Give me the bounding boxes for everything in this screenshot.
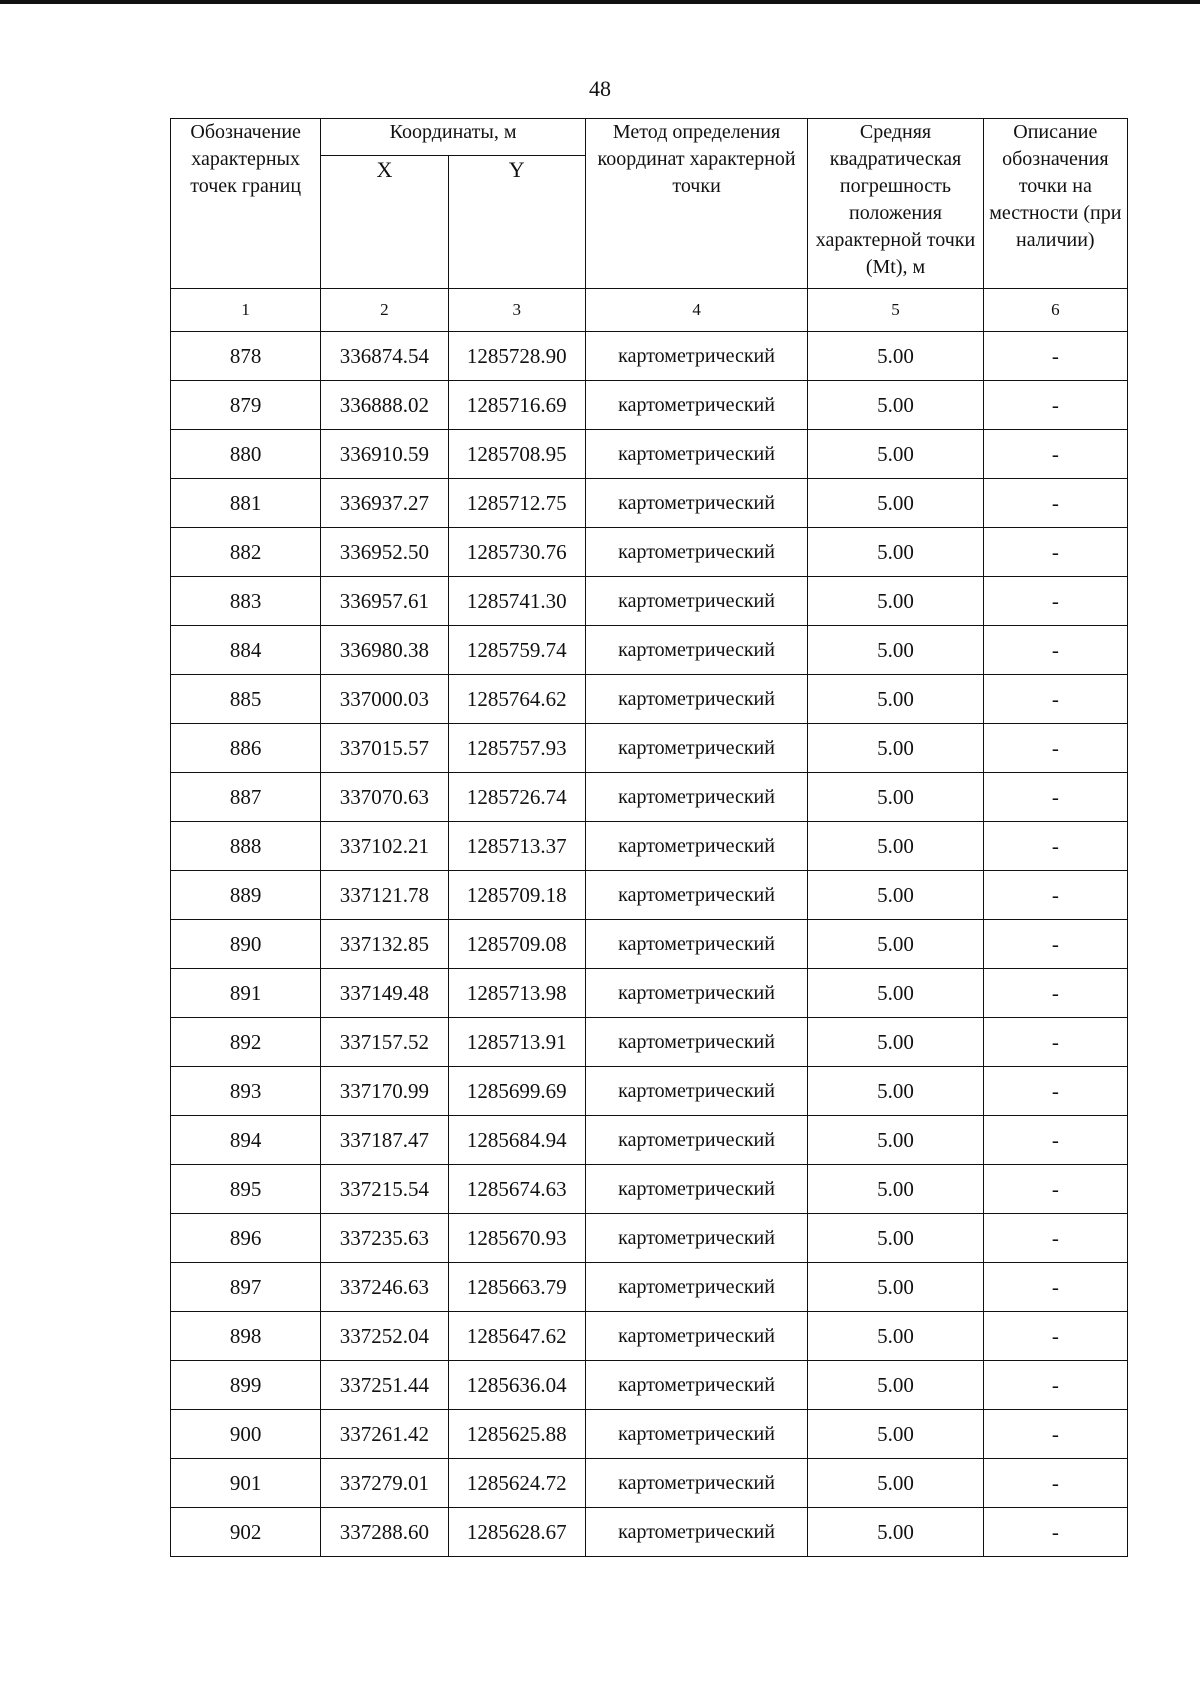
- point-cell: 891: [171, 969, 321, 1018]
- y-cell: 1285708.95: [448, 430, 585, 479]
- table-row: [171, 1263, 1128, 1312]
- y-cell: 1285757.93: [448, 724, 585, 773]
- x-cell: 337187.47: [321, 1116, 448, 1165]
- point-cell: 878: [171, 332, 321, 381]
- page-number: 48: [589, 76, 611, 101]
- header-method: Метод определения координат характерной точки: [585, 119, 807, 289]
- point-cell: 880: [171, 430, 321, 479]
- method-cell: картометрический: [585, 675, 807, 724]
- method-cell: картометрический: [585, 381, 807, 430]
- point-cell: 902: [171, 1508, 321, 1557]
- header-y: Y: [448, 156, 585, 289]
- table-row: [171, 1018, 1128, 1067]
- method-cell: картометрический: [585, 1165, 807, 1214]
- x-cell: 336888.02: [321, 381, 448, 430]
- point-cell: 888: [171, 822, 321, 871]
- description-cell: -: [983, 1116, 1127, 1165]
- y-cell: 1285709.08: [448, 920, 585, 969]
- y-cell: 1285741.30: [448, 577, 585, 626]
- y-cell: 1285716.69: [448, 381, 585, 430]
- x-cell: 337102.21: [321, 822, 448, 871]
- description-cell: -: [983, 332, 1127, 381]
- table-row: [171, 1165, 1128, 1214]
- column-number: 5: [808, 289, 983, 332]
- y-cell: 1285713.98: [448, 969, 585, 1018]
- error-cell: 5.00: [808, 871, 983, 920]
- error-cell: 5.00: [808, 969, 983, 1018]
- column-number: 2: [321, 289, 448, 332]
- y-cell: 1285674.63: [448, 1165, 585, 1214]
- table-row: [171, 724, 1128, 773]
- x-cell: 337070.63: [321, 773, 448, 822]
- description-cell: -: [983, 1018, 1127, 1067]
- header-designation: Обозначение характерных точек границ: [171, 119, 321, 289]
- x-cell: 336937.27: [321, 479, 448, 528]
- method-cell: картометрический: [585, 1067, 807, 1116]
- error-cell: 5.00: [808, 920, 983, 969]
- method-cell: картометрический: [585, 1410, 807, 1459]
- description-cell: -: [983, 675, 1127, 724]
- table-row: [171, 969, 1128, 1018]
- x-cell: 337000.03: [321, 675, 448, 724]
- y-cell: 1285713.37: [448, 822, 585, 871]
- point-cell: 892: [171, 1018, 321, 1067]
- point-cell: 897: [171, 1263, 321, 1312]
- description-cell: -: [983, 1165, 1127, 1214]
- method-cell: картометрический: [585, 577, 807, 626]
- method-cell: картометрический: [585, 1312, 807, 1361]
- x-cell: 337121.78: [321, 871, 448, 920]
- x-cell: 337251.44: [321, 1361, 448, 1410]
- x-cell: 337157.52: [321, 1018, 448, 1067]
- error-cell: 5.00: [808, 1067, 983, 1116]
- error-cell: 5.00: [808, 1312, 983, 1361]
- point-cell: 885: [171, 675, 321, 724]
- description-cell: -: [983, 1312, 1127, 1361]
- point-cell: 883: [171, 577, 321, 626]
- method-cell: картометрический: [585, 1214, 807, 1263]
- description-cell: -: [983, 773, 1127, 822]
- top-rule: [0, 0, 1200, 4]
- x-cell: 337170.99: [321, 1067, 448, 1116]
- y-cell: 1285628.67: [448, 1508, 585, 1557]
- error-cell: 5.00: [808, 1459, 983, 1508]
- column-number: 6: [983, 289, 1127, 332]
- y-cell: 1285647.62: [448, 1312, 585, 1361]
- y-cell: 1285712.75: [448, 479, 585, 528]
- column-number: 1: [171, 289, 321, 332]
- point-cell: 886: [171, 724, 321, 773]
- x-cell: 337235.63: [321, 1214, 448, 1263]
- method-cell: картометрический: [585, 724, 807, 773]
- error-cell: 5.00: [808, 773, 983, 822]
- x-cell: 337246.63: [321, 1263, 448, 1312]
- point-cell: 887: [171, 773, 321, 822]
- description-cell: -: [983, 1214, 1127, 1263]
- method-cell: картометрический: [585, 773, 807, 822]
- y-cell: 1285730.76: [448, 528, 585, 577]
- description-cell: -: [983, 1067, 1127, 1116]
- y-cell: 1285713.91: [448, 1018, 585, 1067]
- table-row: [171, 675, 1128, 724]
- x-cell: 337261.42: [321, 1410, 448, 1459]
- column-number: 3: [448, 289, 585, 332]
- method-cell: картометрический: [585, 479, 807, 528]
- error-cell: 5.00: [808, 430, 983, 479]
- point-cell: 898: [171, 1312, 321, 1361]
- error-cell: 5.00: [808, 1165, 983, 1214]
- y-cell: 1285728.90: [448, 332, 585, 381]
- table-row: [171, 626, 1128, 675]
- description-cell: -: [983, 381, 1127, 430]
- table-row: [171, 773, 1128, 822]
- method-cell: картометрический: [585, 1508, 807, 1557]
- error-cell: 5.00: [808, 479, 983, 528]
- point-cell: 894: [171, 1116, 321, 1165]
- error-cell: 5.00: [808, 626, 983, 675]
- x-cell: 337149.48: [321, 969, 448, 1018]
- table-row: [171, 822, 1128, 871]
- method-cell: картометрический: [585, 1361, 807, 1410]
- table-row: [171, 528, 1128, 577]
- error-cell: 5.00: [808, 577, 983, 626]
- table-row: [171, 871, 1128, 920]
- method-cell: картометрический: [585, 822, 807, 871]
- x-cell: 336957.61: [321, 577, 448, 626]
- x-cell: 336874.54: [321, 332, 448, 381]
- table-body: [171, 332, 1128, 1557]
- x-cell: 337288.60: [321, 1508, 448, 1557]
- method-cell: картометрический: [585, 1116, 807, 1165]
- point-cell: 900: [171, 1410, 321, 1459]
- x-cell: 336952.50: [321, 528, 448, 577]
- y-cell: 1285709.18: [448, 871, 585, 920]
- table-row: [171, 577, 1128, 626]
- error-cell: 5.00: [808, 724, 983, 773]
- x-cell: 336980.38: [321, 626, 448, 675]
- error-cell: 5.00: [808, 1361, 983, 1410]
- error-cell: 5.00: [808, 1116, 983, 1165]
- y-cell: 1285636.04: [448, 1361, 585, 1410]
- header-x: X: [321, 156, 448, 289]
- point-cell: 895: [171, 1165, 321, 1214]
- method-cell: картометрический: [585, 528, 807, 577]
- method-cell: картометрический: [585, 920, 807, 969]
- table-row: [171, 1214, 1128, 1263]
- description-cell: -: [983, 969, 1127, 1018]
- table-row: [171, 1508, 1128, 1557]
- error-cell: 5.00: [808, 822, 983, 871]
- y-cell: 1285759.74: [448, 626, 585, 675]
- y-cell: 1285670.93: [448, 1214, 585, 1263]
- table-row: [171, 332, 1128, 381]
- point-cell: 890: [171, 920, 321, 969]
- method-cell: картометрический: [585, 332, 807, 381]
- y-cell: 1285764.62: [448, 675, 585, 724]
- table-row: [171, 1312, 1128, 1361]
- description-cell: -: [983, 626, 1127, 675]
- description-cell: -: [983, 479, 1127, 528]
- point-cell: 899: [171, 1361, 321, 1410]
- x-cell: 337015.57: [321, 724, 448, 773]
- error-cell: 5.00: [808, 528, 983, 577]
- header-error: Средняя квадратическая погрешность положения характерной точки (Mt), м: [808, 119, 983, 289]
- description-cell: -: [983, 724, 1127, 773]
- table-row: [171, 1410, 1128, 1459]
- description-cell: -: [983, 1410, 1127, 1459]
- point-cell: 884: [171, 626, 321, 675]
- description-cell: -: [983, 871, 1127, 920]
- column-number: 4: [585, 289, 807, 332]
- description-cell: -: [983, 577, 1127, 626]
- table-row: [171, 1459, 1128, 1508]
- method-cell: картометрический: [585, 1018, 807, 1067]
- description-cell: -: [983, 430, 1127, 479]
- column-numbers-row: [171, 289, 1128, 332]
- header-description: Описание обозначения точки на местности (при наличии): [983, 119, 1127, 289]
- table-row: [171, 920, 1128, 969]
- y-cell: 1285625.88: [448, 1410, 585, 1459]
- y-cell: 1285684.94: [448, 1116, 585, 1165]
- description-cell: -: [983, 920, 1127, 969]
- point-cell: 893: [171, 1067, 321, 1116]
- table-row: [171, 381, 1128, 430]
- method-cell: картометрический: [585, 430, 807, 479]
- error-cell: 5.00: [808, 1263, 983, 1312]
- point-cell: 889: [171, 871, 321, 920]
- method-cell: картометрический: [585, 871, 807, 920]
- method-cell: картометрический: [585, 1263, 807, 1312]
- error-cell: 5.00: [808, 1214, 983, 1263]
- method-cell: картометрический: [585, 969, 807, 1018]
- table-row: [171, 1067, 1128, 1116]
- error-cell: 5.00: [808, 675, 983, 724]
- description-cell: -: [983, 1508, 1127, 1557]
- table-header: [171, 119, 1128, 332]
- method-cell: картометрический: [585, 1459, 807, 1508]
- coordinates-table: [170, 118, 1128, 1557]
- description-cell: -: [983, 822, 1127, 871]
- error-cell: 5.00: [808, 1018, 983, 1067]
- table-row: [171, 430, 1128, 479]
- description-cell: -: [983, 1263, 1127, 1312]
- table-row: [171, 479, 1128, 528]
- table-row: [171, 1116, 1128, 1165]
- description-cell: -: [983, 1459, 1127, 1508]
- x-cell: 337252.04: [321, 1312, 448, 1361]
- x-cell: 337279.01: [321, 1459, 448, 1508]
- x-cell: 337215.54: [321, 1165, 448, 1214]
- table-row: [171, 1361, 1128, 1410]
- x-cell: 336910.59: [321, 430, 448, 479]
- error-cell: 5.00: [808, 1410, 983, 1459]
- description-cell: -: [983, 1361, 1127, 1410]
- point-cell: 881: [171, 479, 321, 528]
- y-cell: 1285624.72: [448, 1459, 585, 1508]
- error-cell: 5.00: [808, 381, 983, 430]
- error-cell: 5.00: [808, 332, 983, 381]
- point-cell: 879: [171, 381, 321, 430]
- point-cell: 901: [171, 1459, 321, 1508]
- y-cell: 1285663.79: [448, 1263, 585, 1312]
- description-cell: -: [983, 528, 1127, 577]
- point-cell: 896: [171, 1214, 321, 1263]
- x-cell: 337132.85: [321, 920, 448, 969]
- y-cell: 1285699.69: [448, 1067, 585, 1116]
- point-cell: 882: [171, 528, 321, 577]
- error-cell: 5.00: [808, 1508, 983, 1557]
- method-cell: картометрический: [585, 626, 807, 675]
- y-cell: 1285726.74: [448, 773, 585, 822]
- header-coordinates: Координаты, м: [321, 119, 586, 156]
